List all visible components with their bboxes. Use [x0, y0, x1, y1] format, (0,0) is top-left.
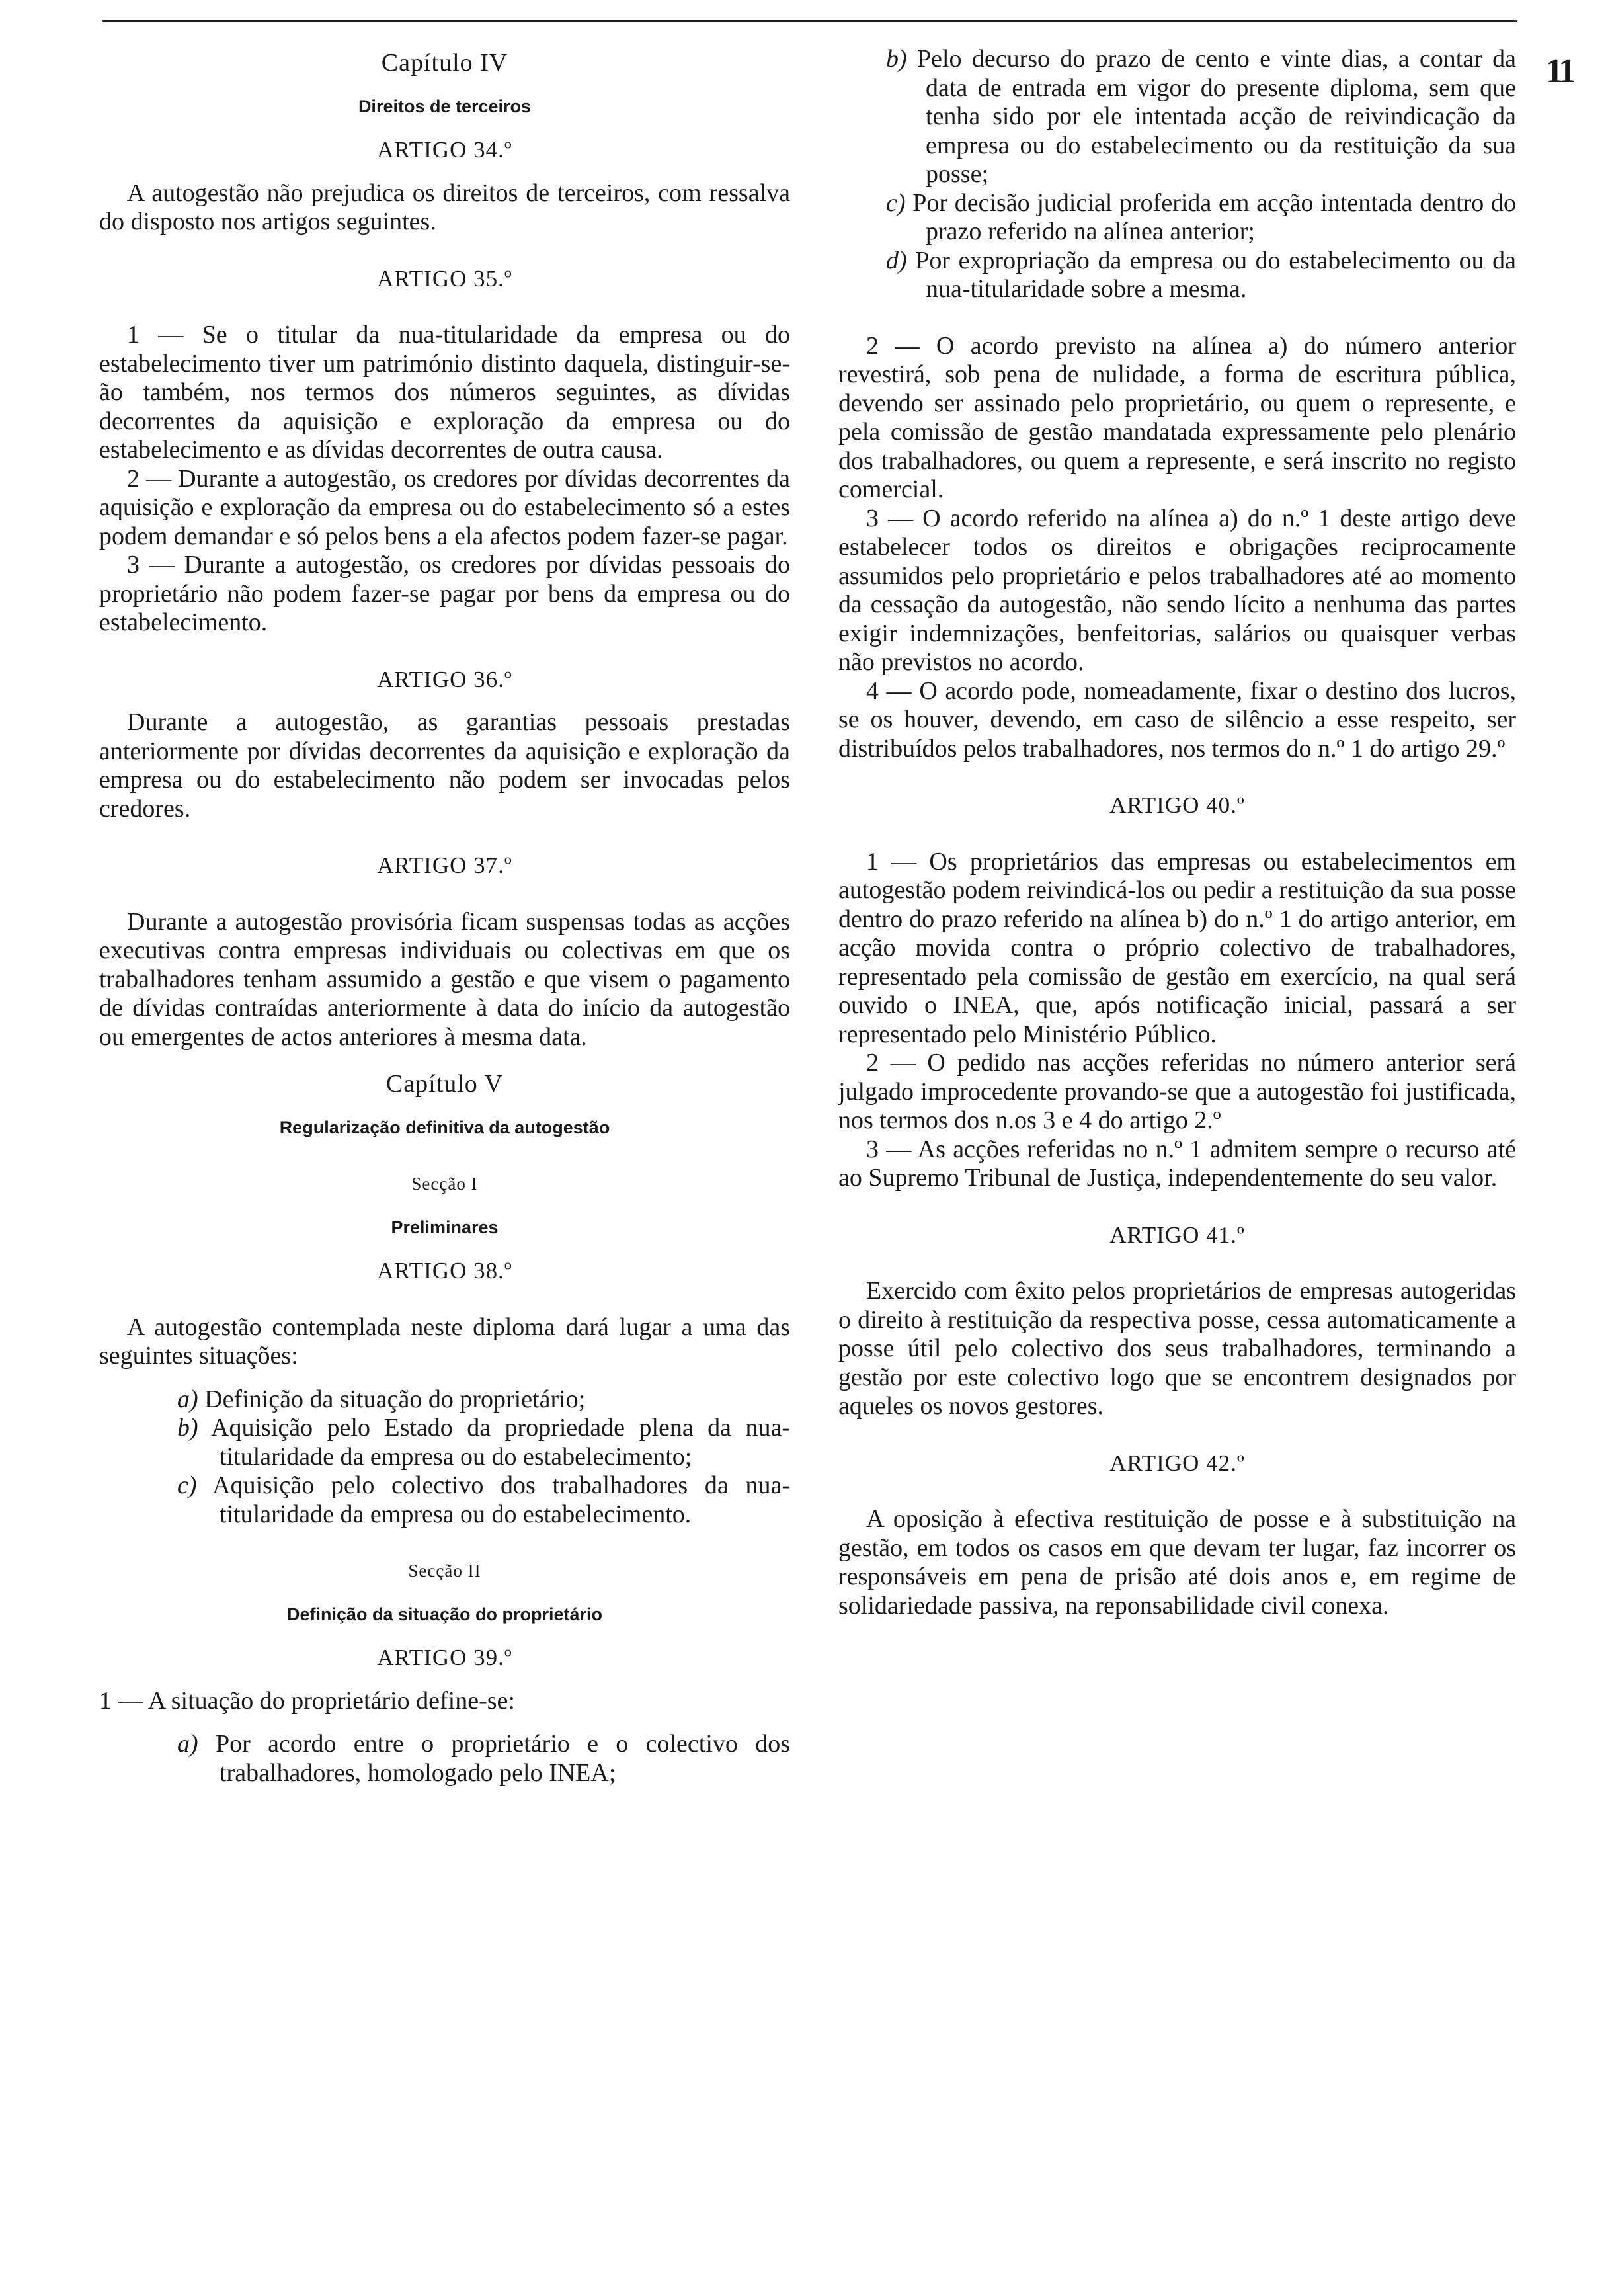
article-40-heading: ARTIGO 40.º [1109, 792, 1245, 818]
article-39-item-d: d) Por expropriação da empresa ou do estabelecimento ou da nua-titularidade sobre a mesma. [886, 246, 1516, 303]
article-39-paragraph-2: 2 — O acordo previsto na alínea a) do número anterior revestirá, sob pena de nulidade, a forma de escritura pública, devendo ser assinado pelo proprietário, ou quem o represente, e pela comissão de gestão mandatada expressamente pelo plenário dos trabalhadores, ou quem a represente, e será inscrito no registo comercial. [838, 331, 1516, 503]
article-34-text: A autogestão não prejudica os direitos de terceiros, com ressalva do disposto nos artigos seguintes. [99, 179, 790, 235]
section-1-title: Preliminares [391, 1217, 499, 1237]
article-36-text: Durante a autogestão, as garantias pessoais prestadas anteriormente por dívidas decorrentes da aquisição e exploração da empresa ou do estabelecimento não podem ser invocadas pelos credores. [99, 708, 790, 823]
article-35-paragraph-2: 2 — Durante a autogestão, os credores por dívidas decorrentes da aquisição e exploração da empresa ou do estabelecimento só a estes podem demandar e só pelos bens a ela afectos podem fazer-se pagar. [99, 464, 790, 550]
section-2-title: Definição da situação do proprietário [286, 1604, 603, 1624]
page-number: 11 [1546, 52, 1574, 90]
chapter-5-label: Capítulo V [385, 1070, 504, 1098]
article-39-paragraph-4: 4 — O acordo pode, nomeadamente, fixar o destino dos lucros, se os houver, devendo, em caso de silêncio a esse respeito, ser distribuídos pelos trabalhadores, nos termos do n.º 1 do artigo 29.º [838, 676, 1516, 762]
article-34-heading: ARTIGO 34.º [377, 137, 512, 163]
article-35-paragraph-1: 1 — Se o titular da nua-titularidade da empresa ou do estabelecimento tiver um património distinto daquela, distinguir-se-ão também, nos termos dos números seguintes, as dívidas decorrentes da aquisição e exploração da empresa ou do estabelecimento e as dívidas decorrentes de outra causa. [99, 321, 790, 464]
article-38-item-b: b) Aquisição pelo Estado da propriedade plena da nua-titularidade da empresa ou do estabelecimento; [177, 1414, 790, 1471]
article-39-paragraph-1: 1 — A situação do proprietário define-se: [99, 1686, 515, 1715]
article-39-item-a: a) Por acordo entre o proprietário e o colectivo dos trabalhadores, homologado pelo INEA; [177, 1730, 790, 1787]
article-39-paragraph-3: 3 — O acordo referido na alínea a) do n.º 1 deste artigo deve estabelecer todos os direitos e obrigações reciprocamente assumidos pelo proprietário e pelos trabalhadores até ao momento da cessação da autogestão, não sendo lícito a nenhuma das partes exigir indemnizações, benfeitorias, salários ou quaisquer verbas não previstos no acordo. [838, 504, 1516, 676]
article-39-heading: ARTIGO 39.º [377, 1645, 512, 1670]
article-35-paragraph-3: 3 — Durante a autogestão, os credores por dívidas pessoais do proprietário não podem fazer-se pagar por bens da empresa ou do estabelecimento. [99, 551, 790, 636]
article-39-item-b: b) Pelo decurso do prazo de cento e vinte dias, a contar da data de entrada em vigor do presente diploma, sem que tenha sido por ele intentada acção de reivindicação da empresa ou do estabelecimento ou da restituição da sua posse; [886, 45, 1517, 188]
article-35-heading: ARTIGO 35.º [377, 265, 512, 292]
article-42-text: A oposição à efectiva restituição de posse e à substituição na gestão, em todos os casos em que devam ter lugar, faz incorrer os responsáveis em pena de prisão até dois anos e, em regime de solidariedade passiva, na reponsabilidade civil conexa. [838, 1505, 1516, 1620]
article-38-intro: A autogestão contemplada neste diploma dará lugar a uma das seguintes situações: [99, 1313, 790, 1370]
article-38-item-c: c) Aquisição pelo colectivo dos trabalhadores da nua-titularidade da empresa ou do estabelecimento. [177, 1471, 790, 1528]
chapter-5-title: Regularização definitiva da autogestão [279, 1117, 610, 1137]
article-41-text: Exercido com êxito pelos proprietários de empresas autogeridas o direito à restituição da respectiva posse, cessa automaticamente a posse útil pelo colectivo dos seus trabalhadores, terminando a gestão por este colectivo logo que se encontrem designados por aqueles os novos gestores. [838, 1277, 1516, 1420]
section-1-label: Secção I [411, 1174, 478, 1194]
right-column [838, 45, 1516, 1620]
article-41-heading: ARTIGO 41.º [1109, 1221, 1245, 1248]
top-rule [102, 20, 1517, 22]
article-40-paragraph-1: 1 — Os proprietários das empresas ou estabelecimentos em autogestão podem reivindicá-los ou pedir a restituição da sua posse dentro do prazo referido na alínea b) do n.º 1 do artigo anterior, em acção movida contra o próprio colectivo de trabalhadores, representado pela comissão de gestão em exercício, na qual será ouvido o INEA, que, após notificação inicial, passará a ser representado pelo Ministério Público. [838, 847, 1516, 1048]
article-40-paragraph-2: 2 — O pedido nas acções referidas no número anterior será julgado improcedente provando-se que a autogestão foi justificada, nos termos dos n.os 3 e 4 do artigo 2.º [838, 1049, 1516, 1134]
article-37-text: Durante a autogestão provisória ficam suspensas todas as acções executivas contra empresas individuais ou colectivas em que os trabalhadores tenham assumido a gestão e que visem o pagamento de dívidas contraídas anteriormente à data do início da autogestão ou emergentes de actos anteriores à mesma data. [99, 907, 790, 1051]
article-42-heading: ARTIGO 42.º [1109, 1450, 1245, 1476]
section-2-label: Secção II [408, 1561, 481, 1580]
left-column [99, 45, 790, 1787]
article-36-heading: ARTIGO 36.º [377, 666, 512, 692]
chapter-4-label: Capítulo IV [381, 49, 508, 77]
article-40-paragraph-3: 3 — As acções referidas no n.º 1 admitem sempre o recurso até ao Supremo Tribunal de Justiça, independentemente do seu valor. [838, 1135, 1516, 1192]
article-38-heading: ARTIGO 38.º [377, 1258, 512, 1284]
article-38-item-a: a) Definição da situação do proprietário; [177, 1385, 586, 1413]
chapter-4-title: Direitos de terceiros [358, 96, 532, 116]
article-37-heading: ARTIGO 37.º [377, 852, 512, 878]
article-39-item-c: c) Por decisão judicial proferida em acção intentada dentro do prazo referido na alínea anterior; [886, 188, 1517, 245]
